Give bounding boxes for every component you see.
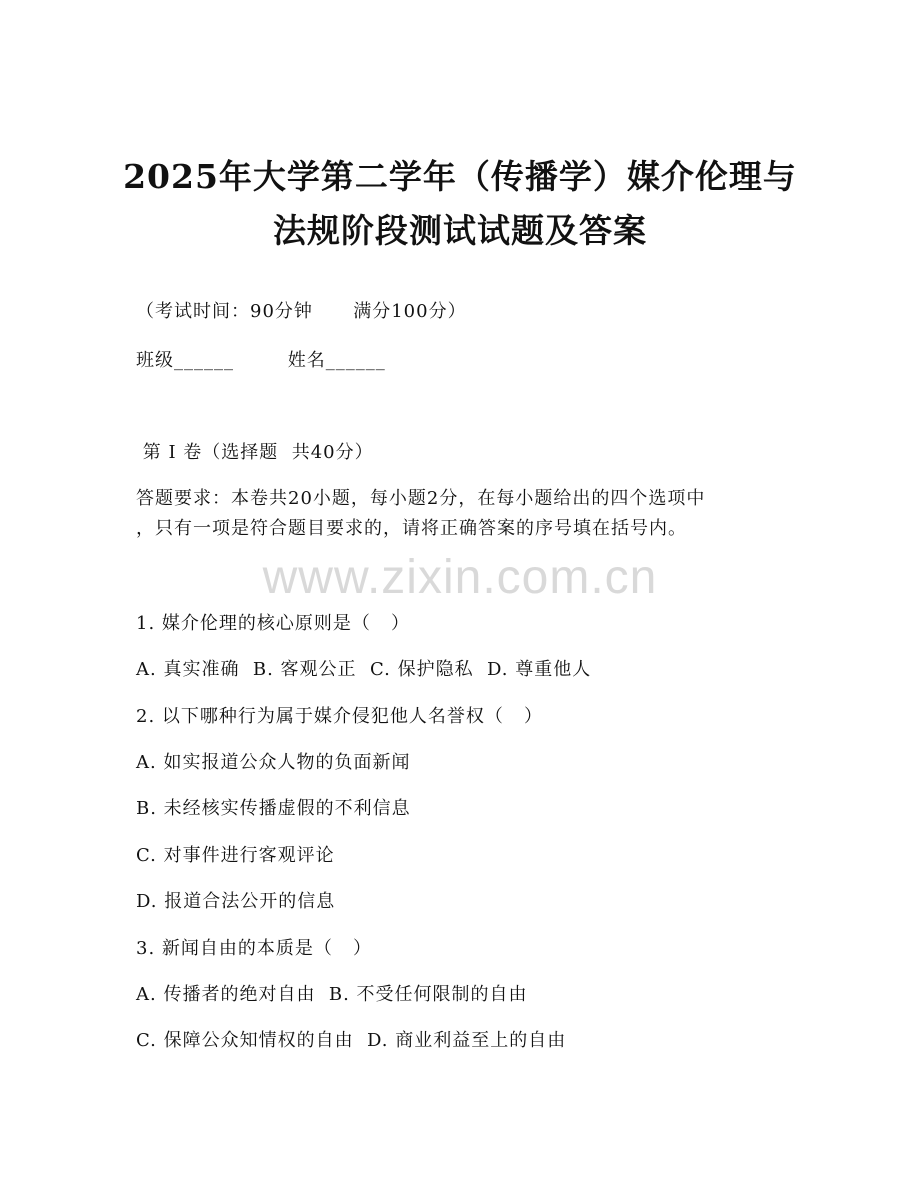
question-option-b: B. 未经核实传播虚假的不利信息 xyxy=(136,798,411,819)
question-stem: 2. 以下哪种行为属于媒介侵犯他人名誉权（ ） xyxy=(136,706,544,727)
exam-info: （考试时间：90分钟 满分100分） xyxy=(136,301,467,322)
question-stem: 3. 新闻自由的本质是（ ） xyxy=(136,938,373,959)
question-option-d: D. 报道合法公开的信息 xyxy=(136,891,336,912)
question-stem: 1. 媒介伦理的核心原则是（ ） xyxy=(136,613,411,634)
question-option-c: C. 对事件进行客观评论 xyxy=(136,845,335,866)
instructions-line-2: ，只有一项是符合题目要求的，请将正确答案的序号填在括号内。 xyxy=(136,518,687,539)
question-options-line-2: C. 保障公众知情权的自由 D. 商业利益至上的自由 xyxy=(136,1030,567,1051)
class-name-fields: 班级______ 姓名______ xyxy=(136,350,386,371)
section-heading: 第 I 卷（选择题 共40分） xyxy=(136,442,374,463)
instructions-line-1: 答题要求：本卷共20小题，每小题2分，在每小题给出的四个选项中 xyxy=(136,488,706,509)
question-option-a: A. 如实报道公众人物的负面新闻 xyxy=(136,752,411,773)
question-options-line-1: A. 传播者的绝对自由 B. 不受任何限制的自由 xyxy=(136,984,528,1005)
question-options: A. 真实准确 B. 客观公正 C. 保护隐私 D. 尊重他人 xyxy=(136,659,592,680)
document-title-line-1: 2025年大学第二学年（传播学）媒介伦理与 xyxy=(123,157,797,196)
watermark: www.zixin.com.cn xyxy=(262,551,658,604)
document-title-line-2: 法规阶段测试试题及答案 xyxy=(273,211,647,250)
